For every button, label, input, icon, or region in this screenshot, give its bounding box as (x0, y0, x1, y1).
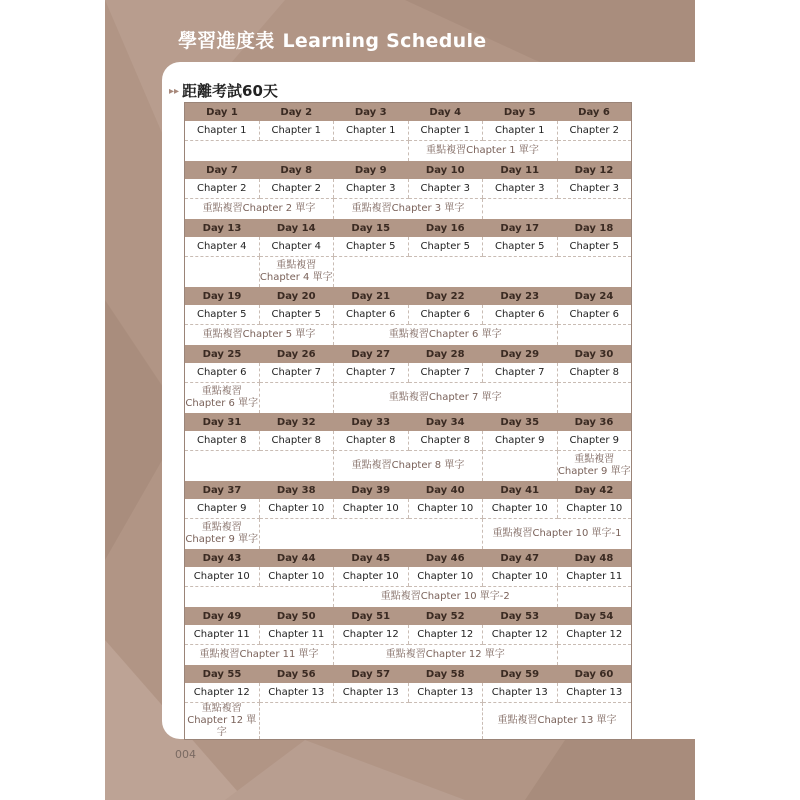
chapter-cell: Chapter 10 (408, 499, 483, 519)
chapter-cell: Chapter 5 (334, 237, 409, 257)
day-header-cell: Day 34 (408, 413, 483, 431)
day-header-cell: Day 30 (557, 345, 632, 363)
chapter-row (185, 237, 632, 257)
review-cell (483, 199, 632, 220)
review-cell (334, 257, 632, 288)
day-header-cell: Day 21 (334, 287, 409, 305)
chapter-cell: Chapter 3 (334, 179, 409, 199)
chapter-cell: Chapter 13 (557, 683, 632, 703)
day-header-cell: Day 15 (334, 219, 409, 237)
chapter-cell: Chapter 5 (483, 237, 558, 257)
day-header-row (185, 549, 632, 567)
day-header-cell: Day 3 (334, 103, 409, 122)
day-header-cell: Day 26 (259, 345, 334, 363)
double-arrow-icon: ▸▸ (169, 86, 180, 97)
chapter-cell: Chapter 5 (408, 237, 483, 257)
chapter-cell: Chapter 13 (483, 683, 558, 703)
review-cell: 重點複習 Chapter 9 單字 (185, 522, 259, 545)
chapter-cell: Chapter 10 (259, 567, 334, 587)
chapter-cell: Chapter 8 (408, 431, 483, 451)
day-header-cell: Day 19 (185, 287, 260, 305)
section-title-text: 距離考試60天 (182, 82, 278, 100)
header-title-zh: 學習進度表 (178, 30, 275, 52)
review-cell: 重點複習Chapter 11 單字 (199, 649, 319, 660)
chapter-cell: Chapter 10 (334, 499, 409, 519)
chapter-cell: Chapter 6 (185, 363, 260, 383)
day-header-cell: Day 33 (334, 413, 409, 431)
review-cell: 重點複習 Chapter 4 單字 (259, 257, 334, 288)
day-header-cell: Day 43 (185, 549, 260, 567)
day-header-row (185, 103, 632, 122)
day-header-cell: Day 55 (185, 665, 260, 683)
chapter-cell: Chapter 7 (483, 363, 558, 383)
chapter-row (185, 179, 632, 199)
day-header-cell: Day 22 (408, 287, 483, 305)
day-header-cell: Day 23 (483, 287, 558, 305)
chapter-cell: Chapter 1 (185, 121, 260, 141)
review-cell: 重點複習 Chapter 12 單字 (187, 703, 257, 738)
day-header-cell: Day 53 (483, 607, 558, 625)
day-header-cell: Day 27 (334, 345, 409, 363)
day-header-cell: Day 50 (259, 607, 334, 625)
chapter-cell: Chapter 9 (557, 431, 632, 451)
day-header-cell: Day 5 (483, 103, 558, 122)
review-row (185, 383, 632, 414)
review-cell (185, 451, 334, 482)
day-header-row (185, 413, 632, 431)
chapter-cell: Chapter 13 (408, 683, 483, 703)
day-header-cell: Day 54 (557, 607, 632, 625)
chapter-row (185, 499, 632, 519)
day-header-cell: Day 17 (483, 219, 558, 237)
chapter-row (185, 305, 632, 325)
day-header-cell: Day 46 (408, 549, 483, 567)
chapter-cell: Chapter 12 (408, 625, 483, 645)
header-title-en: Learning Schedule (282, 30, 487, 52)
day-header-cell: Day 41 (483, 481, 558, 499)
chapter-row (185, 363, 632, 383)
review-cell (185, 141, 409, 162)
review-row (185, 703, 632, 740)
review-cell: 重點複習Chapter 3 單字 (334, 199, 483, 220)
chapter-cell: Chapter 3 (408, 179, 483, 199)
day-header-cell: Day 31 (185, 413, 260, 431)
chapter-cell: Chapter 11 (185, 625, 260, 645)
chapter-cell: Chapter 13 (259, 683, 334, 703)
review-cell: 重點複習Chapter 10 單字-2 (334, 587, 558, 608)
chapter-row (185, 625, 632, 645)
review-cell (557, 645, 632, 666)
chapter-cell: Chapter 10 (557, 499, 632, 519)
day-header-row (185, 219, 632, 237)
day-header-cell: Day 7 (185, 161, 260, 179)
review-row (185, 141, 632, 162)
chapter-cell: Chapter 4 (185, 237, 260, 257)
chapter-cell: Chapter 9 (185, 499, 260, 519)
day-header-row (185, 665, 632, 683)
day-header-cell: Day 8 (259, 161, 334, 179)
day-header-row (185, 287, 632, 305)
chapter-cell: Chapter 8 (334, 431, 409, 451)
day-header-cell: Day 14 (259, 219, 334, 237)
chapter-cell: Chapter 3 (483, 179, 558, 199)
day-header-cell: Day 11 (483, 161, 558, 179)
chapter-cell: Chapter 7 (408, 363, 483, 383)
chapter-cell: Chapter 10 (483, 567, 558, 587)
chapter-cell: Chapter 9 (483, 431, 558, 451)
review-cell (557, 141, 632, 162)
review-cell (557, 325, 632, 346)
chapter-cell: Chapter 5 (557, 237, 632, 257)
review-cell (557, 383, 632, 414)
chapter-cell: Chapter 2 (557, 121, 632, 141)
page-header (178, 26, 486, 53)
chapter-row (185, 121, 632, 141)
chapter-cell: Chapter 12 (557, 625, 632, 645)
day-header-cell: Day 32 (259, 413, 334, 431)
chapter-cell: Chapter 5 (259, 305, 334, 325)
chapter-cell: Chapter 11 (259, 625, 334, 645)
day-header-row (185, 481, 632, 499)
day-header-cell: Day 45 (334, 549, 409, 567)
review-cell (259, 703, 483, 740)
section-title (169, 80, 278, 101)
day-header-cell: Day 38 (259, 481, 334, 499)
review-cell: 重點複習Chapter 5 單字 (202, 329, 316, 340)
review-row (185, 587, 632, 608)
day-header-cell: Day 1 (185, 103, 260, 122)
day-header-row (185, 161, 632, 179)
day-header-cell: Day 49 (185, 607, 260, 625)
review-row (185, 257, 632, 288)
review-cell: 重點複習Chapter 6 單字 (334, 325, 558, 346)
chapter-cell: Chapter 1 (483, 121, 558, 141)
review-cell: 重點複習 Chapter 6 單字 (185, 386, 259, 409)
chapter-cell: Chapter 4 (259, 237, 334, 257)
review-cell (483, 451, 558, 482)
chapter-cell: Chapter 8 (185, 431, 260, 451)
chapter-cell: Chapter 10 (185, 567, 260, 587)
chapter-cell: Chapter 10 (259, 499, 334, 519)
review-cell: 重點複習Chapter 7 單字 (334, 383, 558, 414)
review-cell (557, 587, 632, 608)
chapter-cell: Chapter 8 (259, 431, 334, 451)
chapter-cell: Chapter 13 (334, 683, 409, 703)
review-cell: 重點複習Chapter 8 單字 (334, 451, 483, 482)
review-cell (185, 257, 260, 288)
chapter-cell: Chapter 12 (185, 683, 260, 703)
chapter-cell: Chapter 5 (185, 305, 260, 325)
chapter-cell: Chapter 6 (408, 305, 483, 325)
review-cell: 重點複習Chapter 10 單字-1 (483, 519, 632, 550)
chapter-row (185, 683, 632, 703)
day-header-cell: Day 51 (334, 607, 409, 625)
day-header-cell: Day 24 (557, 287, 632, 305)
day-header-cell: Day 60 (557, 665, 632, 683)
chapter-cell: Chapter 1 (408, 121, 483, 141)
day-header-cell: Day 39 (334, 481, 409, 499)
day-header-cell: Day 37 (185, 481, 260, 499)
day-header-cell: Day 29 (483, 345, 558, 363)
day-header-cell: Day 52 (408, 607, 483, 625)
review-row (185, 645, 632, 666)
day-header-cell: Day 28 (408, 345, 483, 363)
chapter-cell: Chapter 6 (483, 305, 558, 325)
chapter-cell: Chapter 10 (408, 567, 483, 587)
chapter-cell: Chapter 1 (259, 121, 334, 141)
chapter-cell: Chapter 6 (334, 305, 409, 325)
review-row (185, 199, 632, 220)
chapter-cell: Chapter 3 (557, 179, 632, 199)
chapter-cell: Chapter 1 (334, 121, 409, 141)
chapter-cell: Chapter 7 (334, 363, 409, 383)
day-header-cell: Day 25 (185, 345, 260, 363)
day-header-cell: Day 47 (483, 549, 558, 567)
page-number: 004 (175, 748, 196, 761)
day-header-cell: Day 6 (557, 103, 632, 122)
day-header-cell: Day 16 (408, 219, 483, 237)
day-header-cell: Day 58 (408, 665, 483, 683)
review-row (185, 451, 632, 482)
day-header-cell: Day 9 (334, 161, 409, 179)
chapter-cell: Chapter 12 (334, 625, 409, 645)
chapter-cell: Chapter 7 (259, 363, 334, 383)
chapter-cell: Chapter 10 (334, 567, 409, 587)
day-header-row (185, 607, 632, 625)
chapter-cell: Chapter 6 (557, 305, 632, 325)
day-header-cell: Day 2 (259, 103, 334, 122)
review-cell: 重點複習Chapter 13 單字 (483, 703, 632, 740)
review-cell: 重點複習Chapter 1 單字 (408, 141, 557, 162)
day-header-cell: Day 18 (557, 219, 632, 237)
day-header-cell: Day 20 (259, 287, 334, 305)
chapter-row (185, 431, 632, 451)
review-cell: 重點複習Chapter 2 單字 (202, 203, 316, 214)
review-cell: 重點複習 Chapter 9 單字 (557, 451, 632, 482)
review-row (185, 325, 632, 346)
review-cell (259, 383, 334, 414)
review-cell (259, 519, 483, 550)
day-header-cell: Day 40 (408, 481, 483, 499)
day-header-cell: Day 36 (557, 413, 632, 431)
review-cell (185, 587, 334, 608)
review-row (185, 519, 632, 550)
chapter-cell: Chapter 10 (483, 499, 558, 519)
day-header-cell: Day 59 (483, 665, 558, 683)
day-header-cell: Day 57 (334, 665, 409, 683)
chapter-row (185, 567, 632, 587)
day-header-cell: Day 12 (557, 161, 632, 179)
day-header-cell: Day 48 (557, 549, 632, 567)
chapter-cell: Chapter 12 (483, 625, 558, 645)
schedule-table (184, 102, 632, 740)
day-header-cell: Day 4 (408, 103, 483, 122)
day-header-cell: Day 35 (483, 413, 558, 431)
chapter-cell: Chapter 11 (557, 567, 632, 587)
chapter-cell: Chapter 2 (259, 179, 334, 199)
day-header-cell: Day 44 (259, 549, 334, 567)
day-header-row (185, 345, 632, 363)
chapter-cell: Chapter 8 (557, 363, 632, 383)
day-header-cell: Day 10 (408, 161, 483, 179)
review-cell: 重點複習Chapter 12 單字 (334, 645, 558, 666)
day-header-cell: Day 56 (259, 665, 334, 683)
day-header-cell: Day 42 (557, 481, 632, 499)
day-header-cell: Day 13 (185, 219, 260, 237)
chapter-cell: Chapter 2 (185, 179, 260, 199)
